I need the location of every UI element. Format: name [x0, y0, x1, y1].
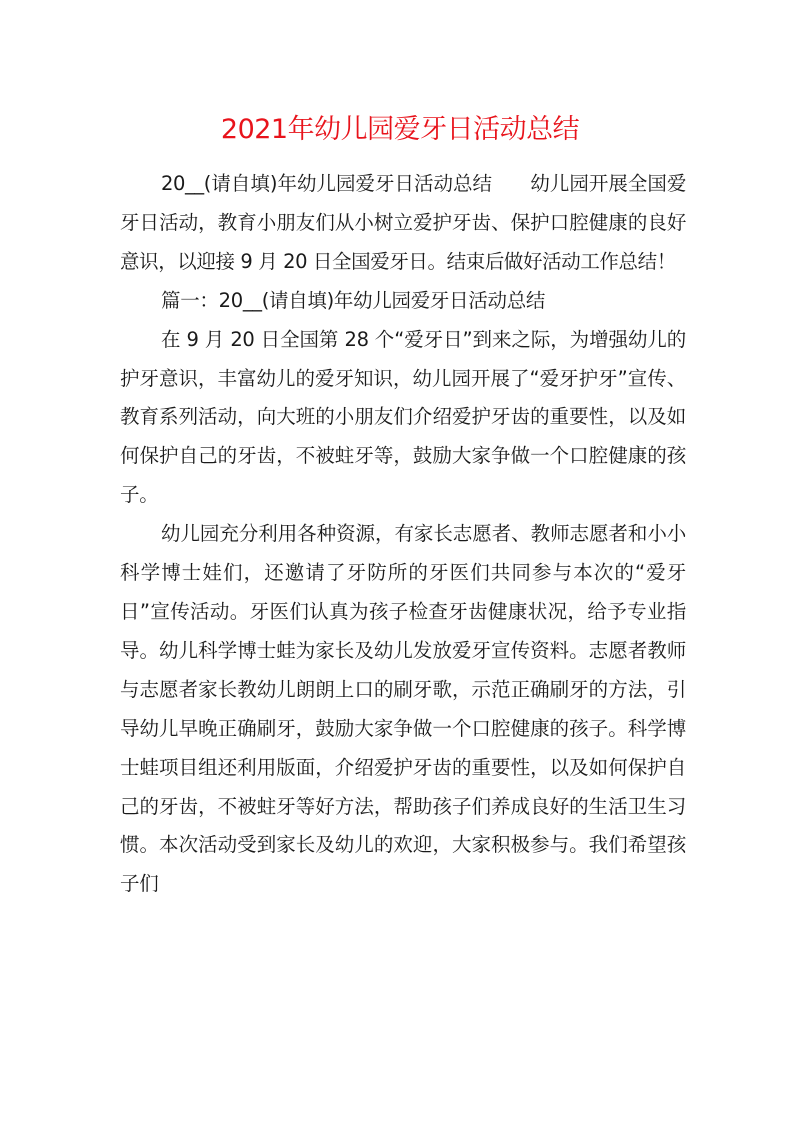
preface-lead: 20__(请自填)年幼儿园爱牙日活动总结 [161, 172, 492, 195]
document-title: 2021年幼儿园爱牙日活动总结 [220, 114, 580, 145]
preface-paragraph [120, 165, 686, 282]
document-body [120, 165, 686, 904]
body-paragraph-1: 在 9 月 20 日全国第 28 个“爱牙日”到来之际，为增强幼儿的护牙意识，丰富幼儿的爱牙知识，幼儿园开展了“爱牙护牙”宣传、教育系列活动，向大班的小朋友们介绍爱护牙齿的重要性，以及如何保护自己的牙齿，不被蛀牙等，鼓励大家争做一个口腔健康的孩子。 [120, 327, 686, 507]
body-paragraph-2: 幼儿园充分利用各种资源，有家长志愿者、教师志愿者和小小科学博士娃们，还邀请了牙防所的牙医们共同参与本次的“爱牙日”宣传活动。牙医们认真为孩子检查牙齿健康状况，给予专业指导。幼儿科学博士蛙为家长及幼儿发放爱牙宣传资料。志愿者教师与志愿者家长教幼儿朗朗上口的刷牙歌，示范正确刷牙的方法，引导幼儿早晚正确刷牙，鼓励大家争做一个口腔健康的孩子。科学博士蛙项目组还利用版面，介绍爱护牙齿的重要性，以及如何保护自己的牙齿，不被蛀牙等好方法，帮助孩子们养成良好的生活卫生习惯。本次活动受到家长及幼儿的欢迎，大家积极参与。我们希望孩子们 [120, 522, 686, 896]
preface-text: 幼儿园开展全国爱牙日活动，教育小朋友们从小树立爱护牙齿、保护口腔健康的良好意识，以迎接 9 月 20 日全国爱牙日。结束后做好活动工作总结！ [120, 172, 686, 273]
section-heading: 篇一：20__(请自填)年幼儿园爱牙日活动总结 [161, 288, 546, 312]
